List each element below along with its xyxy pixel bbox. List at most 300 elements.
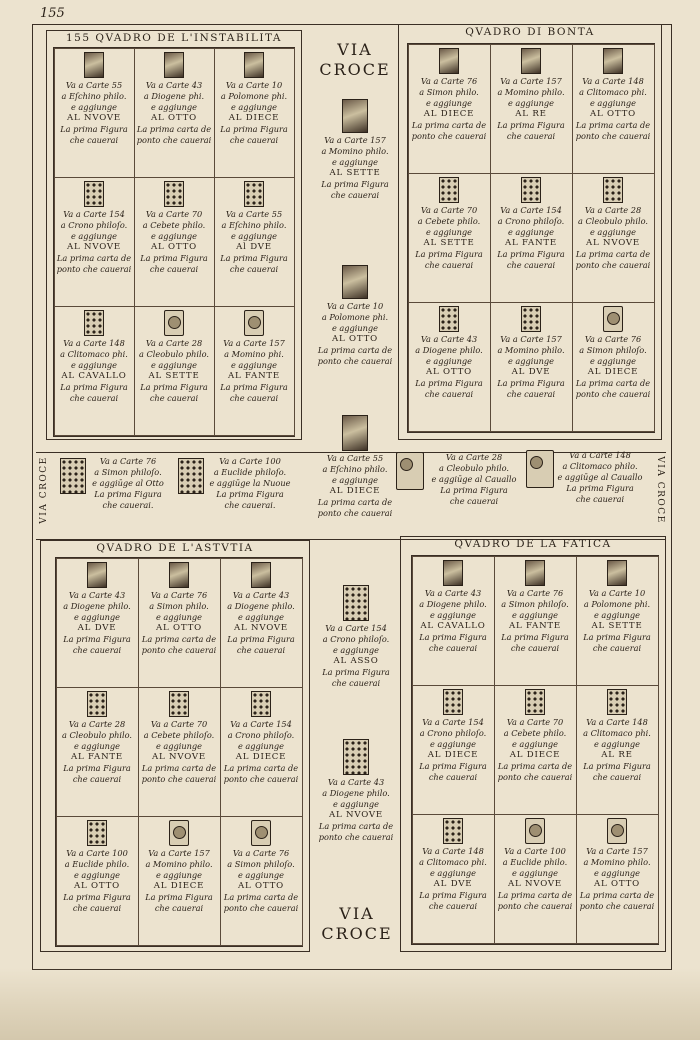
entry-value: AL OTTO — [156, 622, 202, 633]
quadrant-title: QVADRO DE L'ASTVTIA — [96, 542, 254, 554]
entry-line: La prima Figura — [94, 489, 162, 499]
entry-line: La prima Figura — [419, 631, 487, 642]
entry-line: e aggiunge — [332, 799, 380, 809]
figure-card-icon — [342, 265, 368, 299]
entry-line: a Cleobulo philo. — [439, 463, 509, 473]
grid-cell — [134, 48, 215, 178]
entry-line: a Euclide philo. — [502, 857, 568, 868]
entry-line: a Simon philo. — [149, 600, 209, 611]
entry-line: e aggiunge — [593, 868, 641, 879]
entry-line: e aggiunge — [331, 323, 379, 333]
pip-card-icon — [178, 458, 204, 494]
grid-cell — [412, 814, 495, 944]
entry-value: AL OTTO — [74, 881, 120, 892]
entry-line: e aggiunge — [150, 230, 198, 241]
entry-line: e aggiunge — [237, 740, 285, 751]
card-grid — [53, 47, 295, 437]
entry-line: La prima Figura — [497, 378, 565, 389]
entry-value: AL DIECE — [587, 367, 639, 378]
entry-value: AL DVE — [77, 622, 117, 633]
entry-line: che cauerai — [428, 642, 478, 653]
quadrant-instabilita — [46, 30, 302, 440]
entry-line: che cauerai — [229, 263, 279, 274]
entry-line: Va a Carte 28 — [68, 718, 126, 729]
croce-label: CROCE — [321, 924, 393, 943]
entry-line: che cauerai — [510, 642, 560, 653]
entry-line: Va a Carte 10 — [588, 587, 646, 598]
entry-line: Va a Carte 55 — [326, 453, 384, 463]
entry-line: e aggiunge — [511, 609, 559, 620]
center-entry — [308, 736, 404, 843]
grid-cell — [134, 177, 215, 307]
grid-cell — [576, 685, 659, 815]
entry-line: che cauerai — [72, 773, 122, 784]
entry-line: La prima Figura — [501, 631, 569, 642]
entry-value: AL FANTE — [509, 620, 561, 631]
entry-line: Va a Carte 154 — [500, 204, 562, 215]
pip-card-icon — [525, 689, 545, 715]
entry-line: La prima carta de — [575, 378, 651, 389]
entry-line: Va a Carte 70 — [506, 716, 564, 727]
entry-line: ponto che cauerai — [411, 130, 487, 141]
grid-cell — [490, 173, 573, 303]
grid-cell — [490, 302, 573, 432]
grid-cell — [572, 302, 655, 432]
figure-card-icon — [603, 48, 623, 74]
grid-cell — [56, 816, 139, 946]
entry-line: ponto che cauerai — [497, 771, 573, 782]
coin-card-icon — [603, 306, 623, 332]
quadrant-astutia — [40, 540, 310, 952]
pip-card-icon — [439, 306, 459, 332]
pip-card-icon — [87, 820, 107, 846]
page-stain — [0, 968, 700, 1040]
entry-line: Va a Carte 154 — [230, 718, 292, 729]
grid-cell — [408, 302, 491, 432]
pip-card-icon — [521, 306, 541, 332]
entry-line: Va a Carte 55 — [225, 208, 283, 219]
entry-line: e aggiunge — [331, 157, 379, 167]
center-entry — [306, 262, 404, 367]
entry-value: AL FANTE — [71, 751, 123, 762]
entry-line: che cauerai — [592, 771, 642, 782]
entry-line: La prima Figura — [60, 382, 128, 393]
entry-line: che cauerai — [575, 494, 625, 504]
entry-value: AL OTTO — [594, 879, 640, 890]
entry-value: AL NVOVE — [586, 237, 640, 248]
entry-line: a Cebete philo. — [417, 215, 481, 226]
entry-line: La prima carta de — [223, 892, 299, 903]
entry-line: Va a Carte 76 — [506, 587, 564, 598]
figure-card-icon — [251, 562, 271, 588]
middle-entry-d — [428, 452, 520, 507]
entry-line: a Diogene philo. — [419, 598, 487, 609]
entry-value: AL RE — [601, 749, 633, 760]
entry-line: Va a Carte 154 — [422, 716, 484, 727]
pip-card-icon — [164, 181, 184, 207]
entry-line: La prima Figura — [566, 483, 634, 493]
entry-line: Va a Carte 10 — [326, 301, 384, 311]
entry-line: Va a Carte 157 — [148, 848, 210, 859]
entry-value: AL DIECE — [153, 881, 205, 892]
via-croce-vertical-left: VIA CROCE — [39, 456, 49, 524]
entry-line: e aggiūge al Cauallo — [431, 474, 517, 484]
entry-line: e aggiunge — [332, 645, 380, 655]
entry-line: La prima Figura — [583, 631, 651, 642]
card-grid — [55, 557, 303, 947]
entry-line: e aggiunge — [429, 738, 477, 749]
pip-card-icon — [443, 689, 463, 715]
entry-value: AL NVOVE — [67, 241, 121, 252]
coin-card-icon — [396, 452, 424, 490]
grid-cell — [214, 48, 295, 178]
grid-cell — [490, 44, 573, 174]
entry-line: e aggiunge — [73, 870, 121, 881]
entry-line: a Crono philoſo. — [419, 727, 487, 738]
entry-line: che cauerai — [69, 393, 119, 404]
entry-value: AL OTTO — [590, 108, 636, 119]
entry-line: ponto che cauerai — [223, 903, 299, 914]
entry-line: ponto che cauerai — [56, 263, 132, 274]
entry-value: AL CAVALLO — [61, 371, 127, 382]
entry-line: che cauerai — [72, 903, 122, 914]
entry-line: Va a Carte 43 — [232, 589, 290, 600]
entry-line: che cauerai — [506, 259, 556, 270]
entry-line: La prima carta de — [497, 760, 573, 771]
entry-line: e aggiunge — [511, 868, 559, 879]
pip-card-icon — [244, 181, 264, 207]
entry-line: La prima Figura — [415, 248, 483, 259]
entry-value: AL DIECE — [235, 751, 287, 762]
grid-cell — [56, 687, 139, 817]
entry-line: La prima carta de — [141, 762, 217, 773]
entry-line: e aggiunge — [230, 360, 278, 371]
entry-line: che cauerai — [428, 771, 478, 782]
entry-line: che cauerai — [592, 642, 642, 653]
entry-line: che cauerai — [236, 644, 286, 655]
figure-card-icon — [164, 52, 184, 78]
entry-line: Va a Carte 43 — [420, 334, 478, 345]
entry-line: e aggiunge — [73, 611, 121, 622]
entry-line: La prima Figura — [220, 252, 288, 263]
grid-cell — [220, 816, 303, 946]
entry-line: che cauerai — [149, 263, 199, 274]
entry-line: e aggiunge — [507, 226, 555, 237]
entry-line: e aggiunge — [511, 738, 559, 749]
entry-line: La prima carta de — [141, 633, 217, 644]
entry-line: a Momino philo. — [497, 86, 565, 97]
entry-value: AL DIECE — [423, 108, 475, 119]
pip-card-icon — [251, 691, 271, 717]
entry-line: Va a Carte 76 — [99, 456, 157, 466]
grid-cell — [54, 48, 135, 178]
entry-line: e aggiunge — [425, 226, 473, 237]
entry-line: La prima carta de — [575, 119, 651, 130]
entry-value: AL DIECE — [329, 486, 381, 496]
grid-cell — [138, 816, 221, 946]
entry-line: ponto che cauerai — [575, 259, 651, 270]
grid-cell — [494, 814, 577, 944]
entry-line: ponto che cauerai — [136, 134, 212, 145]
entry-line: a Cebete philo. — [503, 727, 567, 738]
entry-line: e aggiunge — [70, 101, 118, 112]
figure-card-icon — [169, 562, 189, 588]
entry-line: che cauerai — [229, 393, 279, 404]
quadrant-title: QVADRO DE LA FATICA — [454, 538, 612, 550]
entry-line: La prima Figura — [145, 892, 213, 903]
entry-line: a Momino philo. — [321, 146, 389, 156]
grid-cell — [220, 687, 303, 817]
entry-line: a Crono philoſo. — [227, 729, 295, 740]
entry-line: Va a Carte 70 — [420, 204, 478, 215]
entry-line: Va a Carte 76 — [584, 334, 642, 345]
pip-card-icon — [87, 691, 107, 717]
entry-line: e aggiunge — [593, 738, 641, 749]
entry-line: e aggiunge — [507, 97, 555, 108]
entry-line: che cauerai — [72, 644, 122, 655]
entry-line: Va a Carte 55 — [65, 79, 123, 90]
entry-line: a Momino philo. — [145, 859, 213, 870]
coin-card-icon — [169, 820, 189, 846]
pip-card-icon — [603, 177, 623, 203]
entry-line: e aggiunge — [425, 97, 473, 108]
entry-line: La prima Figura — [63, 892, 131, 903]
entry-line: e aggiunge — [237, 870, 285, 881]
grid-cell — [134, 306, 215, 436]
middle-entry-b — [206, 456, 294, 511]
entry-line: e aggiunge — [507, 356, 555, 367]
entry-value: AL DIECE — [509, 749, 561, 760]
entry-line: a Momino philo. — [583, 857, 651, 868]
entry-line: a Cleobulo philo. — [578, 215, 648, 226]
entry-line: La prima Figura — [322, 667, 390, 677]
entry-line: ponto che cauerai — [317, 356, 393, 366]
entry-line: Va a Carte 28 — [445, 452, 503, 462]
entry-line: La prima Figura — [63, 762, 131, 773]
entry-line: e aggiūge al Cauallo — [557, 472, 643, 482]
entry-line: a Eſchino philo. — [221, 219, 287, 230]
entry-line: a Simon philoſo. — [501, 598, 569, 609]
figure-card-icon — [521, 48, 541, 74]
grid-cell — [220, 558, 303, 688]
entry-value: AL SETTE — [591, 620, 643, 631]
entry-line: La prima carta de — [136, 123, 212, 134]
figure-card-icon — [525, 560, 545, 586]
entry-value: AL SETTE — [148, 371, 200, 382]
entry-line: a Momino philo. — [497, 345, 565, 356]
entry-line: e aggiūge al Otto — [92, 478, 164, 488]
entry-line: La prima Figura — [415, 378, 483, 389]
entry-line: e aggiunge — [230, 101, 278, 112]
entry-line: Va a Carte 148 — [582, 75, 644, 86]
entry-line: che cauerai — [69, 134, 119, 145]
entry-line: e aggiunge — [425, 356, 473, 367]
entry-line: Va a Carte 100 — [66, 848, 128, 859]
entry-line: Va a Carte 70 — [150, 718, 208, 729]
entry-line: La prima Figura — [419, 760, 487, 771]
entry-line: e aggiunge — [70, 360, 118, 371]
entry-line: e aggiunge — [589, 356, 637, 367]
pip-card-icon — [343, 585, 369, 621]
entry-line: a Simon philo. — [419, 86, 479, 97]
card-grid — [411, 555, 659, 945]
entry-line: Va a Carte 70 — [145, 208, 203, 219]
entry-line: Va a Carte 43 — [424, 587, 482, 598]
entry-line: che cauerai — [424, 389, 474, 400]
via-label: VIA — [337, 40, 373, 59]
entry-line: a Clitomaco phi. — [583, 727, 651, 738]
entry-line: a Crono philoſo. — [322, 634, 390, 644]
entry-line: ponto che cauerai — [575, 130, 651, 141]
entry-value: AL ASSO — [333, 656, 379, 666]
entry-line: a Clitomaco phi. — [419, 857, 487, 868]
entry-line: La prima carta de — [318, 821, 394, 831]
entry-line: ponto che cauerai — [223, 773, 299, 784]
entry-line: che cauerai — [424, 259, 474, 270]
quadrant-bonta — [398, 24, 662, 440]
grid-cell — [408, 173, 491, 303]
entry-line: e aggiunge — [150, 360, 198, 371]
grid-cell — [138, 558, 221, 688]
card-grid — [407, 43, 655, 433]
entry-line: a Diogene philo. — [415, 345, 483, 356]
entry-line: che cauerai. — [224, 500, 276, 510]
entry-line: e aggiunge — [155, 740, 203, 751]
entry-line: e aggiunge — [155, 611, 203, 622]
entry-line: Va a Carte 43 — [327, 777, 385, 787]
entry-value: AL OTTO — [332, 334, 378, 344]
entry-value: AL NVOVE — [67, 112, 121, 123]
entry-value: AL OTTO — [426, 367, 472, 378]
entry-line: che cauerai — [506, 130, 556, 141]
entry-line: e aggiunge — [73, 740, 121, 751]
entry-line: La prima Figura — [419, 890, 487, 901]
entry-line: a Clitomaco philo. — [562, 461, 638, 471]
entry-line: La prima carta de — [579, 890, 655, 901]
coin-card-icon — [525, 818, 545, 844]
figure-card-icon — [342, 415, 368, 451]
figure-card-icon — [84, 52, 104, 78]
croce-label: CROCE — [319, 60, 391, 79]
entry-value: AL OTTO — [238, 881, 284, 892]
entry-value: AL DIECE — [427, 749, 479, 760]
entry-line: Va a Carte 157 — [586, 846, 648, 857]
entry-line: che cauerai — [506, 389, 556, 400]
entry-line: a Clitomaco phi. — [579, 86, 647, 97]
grid-cell — [138, 687, 221, 817]
grid-cell — [214, 306, 295, 436]
figure-card-icon — [87, 562, 107, 588]
middle-entry-c — [306, 412, 404, 519]
entry-value: AL RE — [515, 108, 547, 119]
grid-cell — [576, 814, 659, 944]
entry-line: a Simon philoſo. — [94, 467, 162, 477]
entry-line: e aggiunge — [237, 611, 285, 622]
coin-card-icon — [244, 310, 264, 336]
entry-value: AL DVE — [511, 367, 551, 378]
entry-line: a Diogene philo. — [227, 600, 295, 611]
quadrant-title: 155 QVADRO DE L'INSTABILITA — [65, 32, 283, 44]
entry-line: ponto che cauerai — [141, 773, 217, 784]
pip-card-icon — [439, 177, 459, 203]
entry-line: La prima carta de — [317, 345, 393, 355]
entry-line: Va a Carte 148 — [63, 338, 125, 349]
entry-line: Va a Carte 148 — [569, 450, 631, 460]
entry-value: AL NVOVE — [329, 810, 383, 820]
entry-value: AL NVOVE — [234, 622, 288, 633]
quadrant-fatica — [400, 536, 666, 952]
entry-line: La prima carta de — [317, 497, 393, 507]
entry-line: La prima Figura — [140, 252, 208, 263]
entry-value: AL NVOVE — [152, 751, 206, 762]
coin-card-icon — [251, 820, 271, 846]
entry-line: Va a Carte 154 — [325, 623, 387, 633]
entry-line: e aggiunge — [589, 226, 637, 237]
via-label: VIA — [339, 904, 375, 923]
pip-card-icon — [60, 458, 86, 494]
entry-line: a Polomone phi. — [321, 312, 389, 322]
entry-line: La prima Figura — [216, 489, 284, 499]
entry-value: AL OTTO — [151, 241, 197, 252]
entry-line: che cauerai — [154, 903, 204, 914]
entry-line: che cauerai. — [102, 500, 154, 510]
entry-line: La prima Figura — [63, 633, 131, 644]
entry-line: e aggiunge — [230, 230, 278, 241]
entry-line: a Cebete philoſo. — [143, 729, 215, 740]
figure-card-icon — [443, 560, 463, 586]
entry-line: ponto che cauerai — [317, 508, 393, 518]
entry-line: La prima carta de — [497, 890, 573, 901]
entry-line: La prima carta de — [56, 252, 132, 263]
grid-cell — [214, 177, 295, 307]
grid-cell — [412, 685, 495, 815]
grid-cell — [576, 556, 659, 686]
entry-line: Va a Carte 100 — [219, 456, 281, 466]
coin-card-icon — [526, 450, 554, 488]
middle-entry-e — [554, 450, 646, 505]
entry-line: che cauerai — [449, 496, 499, 506]
entry-line: Va a Carte 148 — [586, 716, 648, 727]
pip-card-icon — [343, 739, 369, 775]
entry-line: a Simon philoſo. — [227, 859, 295, 870]
entry-line: a Eſchino philo. — [322, 464, 388, 474]
entry-value: AL CAVALLO — [420, 620, 486, 631]
entry-line: Va a Carte 76 — [232, 848, 290, 859]
grid-cell — [572, 173, 655, 303]
entry-line: Va a Carte 43 — [145, 79, 203, 90]
entry-line: Va a Carte 10 — [225, 79, 283, 90]
entry-line: che cauerai — [229, 134, 279, 145]
grid-cell — [54, 306, 135, 436]
entry-line: che cauerai — [149, 393, 199, 404]
grid-cell — [494, 556, 577, 686]
entry-line: La prima Figura — [220, 382, 288, 393]
entry-line: La prima Figura — [321, 179, 389, 189]
entry-value: Al DVE — [236, 241, 272, 252]
entry-line: ponto che cauerai — [141, 644, 217, 655]
entry-line: La prima carta de — [411, 119, 487, 130]
grid-cell — [412, 556, 495, 686]
entry-line: Va a Carte 28 — [145, 338, 203, 349]
entry-line: a Cleobulo philo. — [62, 729, 132, 740]
entry-line: La prima Figura — [497, 248, 565, 259]
entry-line: Va a Carte 157 — [500, 75, 562, 86]
entry-value: AL FANTE — [505, 237, 557, 248]
coin-card-icon — [164, 310, 184, 336]
entry-line: e aggiunge — [70, 230, 118, 241]
entry-line: a Simon philoſo. — [579, 345, 647, 356]
entry-value: AL NVOVE — [508, 879, 562, 890]
